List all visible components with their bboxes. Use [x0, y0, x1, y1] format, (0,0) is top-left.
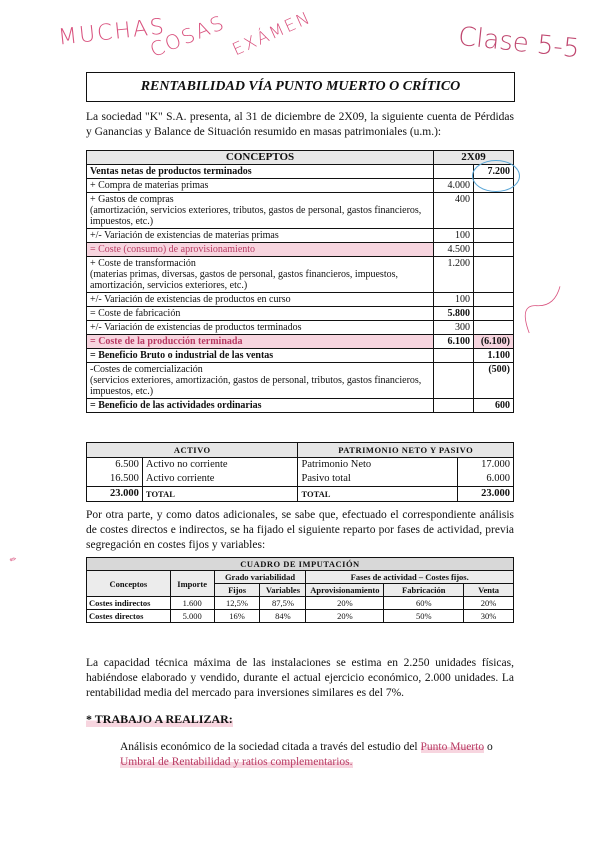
- pl-row: [87, 321, 514, 335]
- pl-header-concepts: CONCEPTOS: [87, 151, 434, 165]
- pl-value-total: [474, 307, 514, 321]
- pl-value-total: [474, 243, 514, 257]
- imputation-header-importe: Importe: [170, 571, 214, 597]
- pl-concept: = Coste de la producción terminada: [87, 335, 434, 349]
- pl-row: [87, 293, 514, 307]
- document-title: RENTABILIDAD VÍA PUNTO MUERTO O CRÍTICO: [86, 72, 515, 102]
- pl-concept: + Gastos de compras (amortización, servicios exteriores, tributos, gastos de personal, gastos financieros, impuestos, etc.): [87, 193, 434, 229]
- scribble-icon: [510, 280, 587, 353]
- balance-pasivo-value: 17.000: [458, 458, 514, 473]
- pl-value-partial: 4.000: [434, 179, 474, 193]
- handwritten-note-examen: EXÁMEN: [229, 7, 315, 61]
- imputation-concept: Costes directos: [87, 610, 171, 623]
- handwritten-margin-note: [508, 280, 592, 363]
- imputation-table: [86, 557, 514, 623]
- imputation-fijos: 16%: [214, 610, 260, 623]
- pl-concept: = Beneficio Bruto o industrial de las ventas: [87, 349, 434, 363]
- pl-value-total: (500): [474, 363, 514, 399]
- task-text-part: o: [484, 741, 493, 753]
- pl-value-partial: 100: [434, 293, 474, 307]
- pl-row: [87, 165, 514, 179]
- imputation-header-fijos: Fijos: [214, 584, 260, 597]
- balance-activo-label: Activo no corriente: [142, 458, 298, 473]
- pl-value-partial: 5.800: [434, 307, 474, 321]
- pl-value-total: [474, 293, 514, 307]
- profit-loss-table: [86, 150, 514, 413]
- balance-activo-value: 6.500: [87, 458, 143, 473]
- pl-row: [87, 399, 514, 413]
- imputation-header-grado: Grado variabilidad: [214, 571, 306, 584]
- pl-row: [87, 243, 514, 257]
- imputation-venta: 20%: [464, 597, 514, 610]
- pl-concept: = Coste de fabricación: [87, 307, 434, 321]
- imputation-header-variables: Variables: [260, 584, 306, 597]
- pl-concept: +/- Variación de existencias de productos en curso: [87, 293, 434, 307]
- pl-row: [87, 229, 514, 243]
- pl-concept: + Coste de transformación (materias primas, diversas, gastos de personal, gastos financieros, impuestos, amortización, servicios exteriores, etc.): [87, 257, 434, 293]
- imputation-header-concepts: Conceptos: [87, 571, 171, 597]
- pl-value-partial: 4.500: [434, 243, 474, 257]
- pl-row: [87, 349, 514, 363]
- imputation-fabric: 60%: [384, 597, 464, 610]
- balance-total-pasivo-value: 23.000: [458, 487, 514, 502]
- imputation-fijos: 12,5%: [214, 597, 260, 610]
- table-row: [87, 610, 514, 623]
- balance-total-pasivo-label: TOTAL: [298, 487, 458, 502]
- task-text-part: Análisis económico de la sociedad citada a través del estudio del: [120, 741, 421, 753]
- pl-value-partial: [434, 165, 474, 179]
- pl-concept: +/- Variación de existencias de productos terminados: [87, 321, 434, 335]
- task-title: * TRABAJO A REALIZAR:: [86, 712, 233, 726]
- imputation-header-venta: Venta: [464, 584, 514, 597]
- pl-value-partial: 400: [434, 193, 474, 229]
- balance-row: [87, 458, 514, 473]
- pl-value-partial: [434, 349, 474, 363]
- capacity-paragraph: La capacidad técnica máxima de las instalaciones se estima en 2.250 unidades físicas, habiéndose elaborado y vendido, durante el actual ejercicio económico, 2.000 unidades. La rentabilidad media del mercado para inversiones similares es del 7%.: [86, 657, 514, 699]
- balance-activo-label: Activo corriente: [142, 472, 298, 487]
- task-highlight-punto-muerto: Punto Muerto: [420, 741, 485, 753]
- pl-row: [87, 335, 514, 349]
- pl-value-partial: 6.100: [434, 335, 474, 349]
- pl-value-total: [474, 257, 514, 293]
- handwritten-margin-table-note: ✎: [7, 554, 19, 565]
- balance-pasivo-label: Pasivo total: [298, 472, 458, 487]
- handwritten-circle: [472, 160, 520, 192]
- pl-value-total: 7.200: [474, 165, 514, 179]
- imputation-header-fabric: Fabricación: [384, 584, 464, 597]
- pl-value-total: (6.100): [474, 335, 514, 349]
- pl-row: [87, 307, 514, 321]
- pl-concept: +/- Variación de existencias de materias primas: [87, 229, 434, 243]
- imputation-header-aprov: Aprovisionamiento: [306, 584, 384, 597]
- balance-pasivo-label: Patrimonio Neto: [298, 458, 458, 473]
- imputation-concept: Costes indirectos: [87, 597, 171, 610]
- pl-value-total: [474, 321, 514, 335]
- pl-value-total: [474, 193, 514, 229]
- balance-row: [87, 472, 514, 487]
- balance-total-row: [87, 487, 514, 502]
- pl-concept: = Beneficio de las actividades ordinarias: [87, 399, 434, 413]
- pl-value-partial: [434, 363, 474, 399]
- imputation-header-fases: Fases de actividad – Costes fijos.: [306, 571, 514, 584]
- balance-total-activo-value: 23.000: [87, 487, 143, 502]
- pl-concept: Ventas netas de productos terminados: [87, 165, 434, 179]
- handwritten-note-muchas: MUCHAS: [56, 14, 168, 51]
- balance-pasivo-value: 6.000: [458, 472, 514, 487]
- imputation-variables: 87,5%: [260, 597, 306, 610]
- balance-total-activo-label: TOTAL: [142, 487, 298, 502]
- imputation-aprov: 20%: [306, 597, 384, 610]
- pl-value-total: 600: [474, 399, 514, 413]
- imputation-venta: 30%: [464, 610, 514, 623]
- pl-row: [87, 179, 514, 193]
- pl-row: [87, 257, 514, 293]
- additional-data-paragraph: Por otra parte, y como datos adicionales, se sabe que, efectuado el correspondiente análisis de costes directos e indirectos, se ha fijado el siguiente reparto por fases de actividad, previa segregación en costes fijos y variables:: [86, 509, 514, 551]
- imputation-importe: 5.000: [170, 610, 214, 623]
- pl-row: [87, 363, 514, 399]
- balance-activo-header: ACTIVO: [87, 443, 298, 458]
- pl-concept: -Costes de comercialización (servicios exteriores, amortización, gastos de personal, tributos, gastos financieros, impuestos, etc.): [87, 363, 434, 399]
- imputation-fabric: 50%: [384, 610, 464, 623]
- table-row: [87, 597, 514, 610]
- pl-value-partial: 1.200: [434, 257, 474, 293]
- pl-value-partial: 100: [434, 229, 474, 243]
- pl-value-partial: 300: [434, 321, 474, 335]
- pl-row: [87, 193, 514, 229]
- intro-paragraph: La sociedad "K" S.A. presenta, al 31 de diciembre de 2X09, la siguiente cuenta de Pérdidas y Ganancias y Balance de Situación resumido en masas patrimoniales (u.m.):: [86, 111, 514, 138]
- imputation-aprov: 20%: [306, 610, 384, 623]
- handwritten-note-clase: Clase 5-5: [456, 21, 581, 65]
- task-description: [120, 740, 516, 770]
- imputation-importe: 1.600: [170, 597, 214, 610]
- pl-concept: + Compra de materias primas: [87, 179, 434, 193]
- pl-value-partial: [434, 399, 474, 413]
- pl-value-total: 1.100: [474, 349, 514, 363]
- balance-activo-value: 16.500: [87, 472, 143, 487]
- imputation-variables: 84%: [260, 610, 306, 623]
- handwritten-note-cosas: COSAS: [146, 10, 229, 62]
- task-highlight-umbral: Umbral de Rentabilidad y ratios complementarios.: [120, 756, 353, 768]
- pl-value-total: [474, 229, 514, 243]
- pl-header-year: 2X09: [434, 151, 514, 165]
- pl-concept: = Coste (consumo) de aprovisionamiento: [87, 243, 434, 257]
- balance-sheet-table: [86, 442, 514, 502]
- balance-pasivo-header: PATRIMONIO NETO Y PASIVO: [298, 443, 514, 458]
- imputation-title: CUADRO DE IMPUTACIÓN: [87, 558, 514, 571]
